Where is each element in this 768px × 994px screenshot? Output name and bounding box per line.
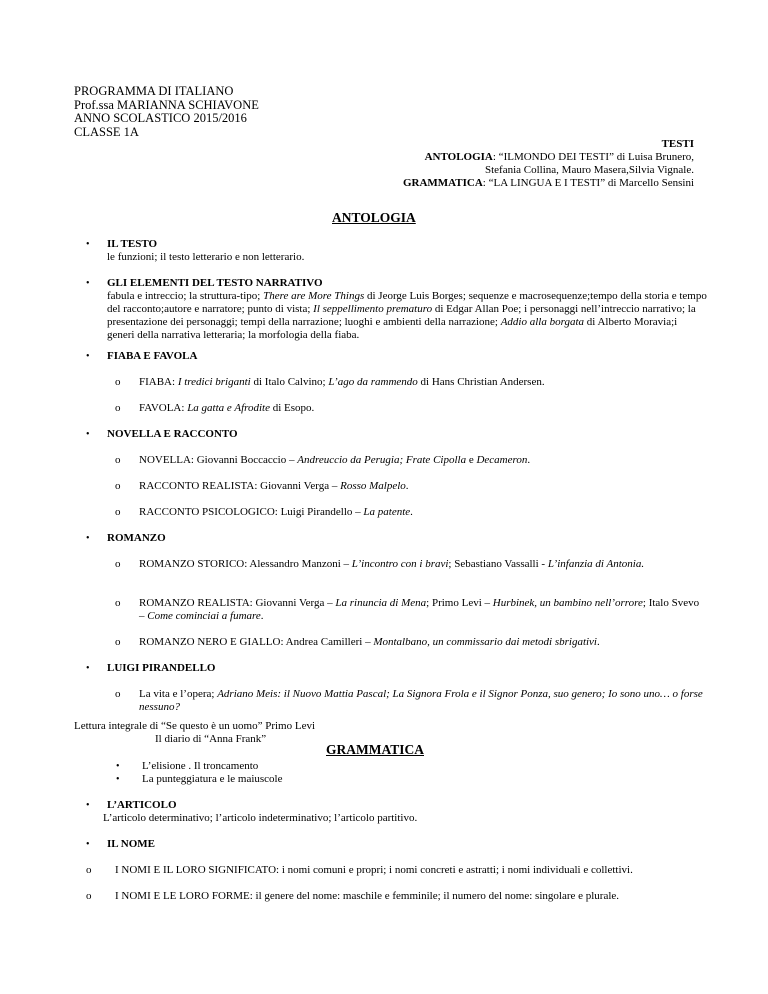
nome-significato-line: I NOMI E IL LORO SIGNIFICATO: i nomi comuni e propri; i nomi concreti e astratti; i nomi individuali e collettivi. xyxy=(115,864,633,876)
bullet-icon xyxy=(86,238,90,251)
nero-text: . xyxy=(597,636,600,648)
pirandello-text: La vita e l’opera; xyxy=(139,688,218,700)
narrativo-text: fabula e intreccio; la struttura-tipo; xyxy=(107,290,264,302)
testi-antologia-label: ANTOLOGIA xyxy=(424,151,493,163)
novella-text: NOVELLA: Giovanni Boccaccio – xyxy=(139,454,298,466)
testi-antologia-text2: Stefania Collina, Mauro Masera,Silvia Vignale. xyxy=(484,164,694,176)
sub-bullet-icon: o xyxy=(115,506,121,518)
bullet-icon xyxy=(86,428,90,441)
romanzo-nero-line xyxy=(139,636,704,649)
novella-line xyxy=(139,454,704,467)
sub-bullet-icon: o xyxy=(115,597,121,609)
fiaba-favola-label: FIABA E FAVOLA xyxy=(107,350,198,362)
storico-work-title: L’incontro con i bravi xyxy=(351,558,449,570)
il-testo-title: IL TESTO xyxy=(107,238,158,250)
fiaba-text: di Hans Christian Andersen. xyxy=(417,376,545,388)
bullet-icon xyxy=(86,532,90,545)
testi-block xyxy=(403,138,694,190)
sub-bullet-icon: o xyxy=(86,864,92,876)
sub-bullet-icon: o xyxy=(115,636,121,648)
bullet-icon xyxy=(116,760,120,773)
nome-forme-line: I NOMI E LE LORO FORME: il genere del nome: maschile e femminile; il numero del nome: singolare e plurale. xyxy=(115,890,620,902)
testi-grammatica-label: GRAMMATICA xyxy=(402,177,483,189)
psico-text: RACCONTO PSICOLOGICO: Luigi Pirandello – xyxy=(139,506,364,518)
nero-work-title: Montalbano, un commissario dai metodi sbrigativi xyxy=(373,636,597,648)
favola-line xyxy=(139,402,704,415)
romanzo-storico-line xyxy=(139,558,704,571)
header-block xyxy=(74,85,259,139)
favola-text: di Esopo. xyxy=(270,402,315,414)
narrativo-text: di Alberto Moravia;i generi della narrativa letteraria; la morfologia della fiaba. xyxy=(107,316,678,341)
grammatica-heading: GRAMMATICA xyxy=(326,742,424,757)
novella-work-title: Andreuccio da Perugia; Frate Cipolla xyxy=(297,454,467,466)
lettura-line-2: Il diario di “Anna Frank” xyxy=(155,733,267,745)
bullet-icon xyxy=(86,799,90,812)
nome-title xyxy=(107,838,697,851)
favola-text: FAVOLA: xyxy=(139,402,188,414)
sub-bullet-icon: o xyxy=(115,402,121,414)
punteggiatura-item: La punteggiatura e le maiuscole xyxy=(142,773,283,785)
storico-text: ROMANZO STORICO: Alessandro Manzoni – xyxy=(139,558,352,570)
pirandello-work-title: Adriano Meis: il Nuovo Mattia Pascal; La Signora Frola e il Signor Ponza, suo genero; Io sono uno… o forse nessuno? xyxy=(139,688,703,713)
fiaba-work-title: I tredici briganti xyxy=(177,376,251,388)
romanzo-label: ROMANZO xyxy=(107,532,166,544)
header-class: CLASSE 1A xyxy=(74,124,139,139)
header-teacher: Prof.ssa MARIANNA SCHIAVONE xyxy=(74,97,259,112)
section-il-testo xyxy=(107,238,697,264)
romanzo-realista-line xyxy=(139,597,704,623)
realista-text: RACCONTO REALISTA: Giovanni Verga – xyxy=(139,480,341,492)
section-testo-narrativo xyxy=(107,277,707,342)
narrativo-text: di Jeorge Luis Borges; sequenze e macrosequenze;tempo della storia e tempo del racconto;autore e narratore; punto di vista; xyxy=(107,290,707,315)
sub-bullet-icon: o xyxy=(115,688,121,700)
bullet-icon xyxy=(116,773,120,786)
storico-text: ; Sebastiano Vassalli - xyxy=(448,558,548,570)
favola-work-title: La gatta e Afrodite xyxy=(187,402,270,414)
narrativo-text: di Edgar Allan Poe; i personaggi nell’intreccio narrativo; la presentazione dei personaggi; tempi della narrazione; luoghi e ambienti della narrazione; xyxy=(107,303,696,328)
header-program: PROGRAMMA DI ITALIANO xyxy=(74,84,234,98)
nero-text: ROMANZO NERO E GIALLO: Andrea Camilleri – xyxy=(139,636,374,648)
sub-bullet-icon: o xyxy=(115,454,121,466)
novella-racconto-label: NOVELLA E RACCONTO xyxy=(107,428,238,440)
racconto-realista-line xyxy=(139,480,704,493)
novella-text: e xyxy=(466,454,477,466)
psico-work-title: La patente xyxy=(363,506,411,518)
novella-work-title: Decameron xyxy=(476,454,528,466)
realista-text: . xyxy=(405,480,409,492)
articolo-title: L’ARTICOLO xyxy=(107,799,177,811)
elisione-item: L’elisione . Il troncamento xyxy=(142,760,259,772)
novella-racconto-title xyxy=(107,428,697,441)
sub-bullet-icon: o xyxy=(115,558,121,570)
bullet-icon xyxy=(86,350,90,363)
rreal-text: ; Italo Svevo – xyxy=(139,597,700,622)
bullet-icon xyxy=(86,838,90,851)
narrativo-work-title: There are More Things xyxy=(263,290,365,302)
il-testo-body: le funzioni; il testo letterario e non letterario. xyxy=(107,251,305,263)
pirandello-title xyxy=(107,662,697,675)
testi-title: TESTI xyxy=(661,138,694,150)
fiaba-text: di Italo Calvino; xyxy=(250,376,329,388)
fiaba-text: FIABA: xyxy=(139,376,178,388)
pirandello-line xyxy=(139,688,704,714)
storico-work-title: L’infanzia di Antonia. xyxy=(547,558,645,570)
racconto-psicologico-line xyxy=(139,506,704,519)
sub-bullet-icon: o xyxy=(115,376,121,388)
romanzo-title xyxy=(107,532,697,545)
articolo-body: L’articolo determinativo; l’articolo indeterminativo; l’articolo partitivo. xyxy=(103,812,418,824)
lettura-line-1: Lettura integrale di “Se questo è un uomo” Primo Levi xyxy=(74,720,316,732)
novella-text: . xyxy=(527,454,531,466)
antologia-heading: ANTOLOGIA xyxy=(332,210,416,225)
rreal-text: ROMANZO REALISTA: Giovanni Verga – xyxy=(139,597,336,609)
sub-bullet-icon: o xyxy=(115,480,121,492)
narrativo-work-title: Il seppellimento prematuro xyxy=(313,303,433,315)
fiaba-line xyxy=(139,376,704,389)
fiaba-work-title: L’ago da rammendo xyxy=(328,376,418,388)
fiaba-favola-title xyxy=(107,350,697,363)
sub-bullet-icon: o xyxy=(86,890,92,902)
nome-label: IL NOME xyxy=(107,838,155,850)
rreal-text: . xyxy=(260,610,264,622)
section-articolo xyxy=(107,799,697,812)
header-year: ANNO SCOLASTICO 2015/2016 xyxy=(74,111,247,125)
narrativo-title: GLI ELEMENTI DEL TESTO NARRATIVO xyxy=(107,277,323,289)
bullet-icon xyxy=(86,277,90,290)
rreal-work-title: Hurbinek, un bambino nell’orrore xyxy=(492,597,643,609)
pirandello-label: LUIGI PIRANDELLO xyxy=(107,662,216,674)
rreal-work-title: Come cominciai a fumare xyxy=(147,610,261,622)
rreal-text: ; Primo Levi – xyxy=(426,597,493,609)
psico-text: . xyxy=(410,506,413,518)
narrativo-work-title: Addio alla borgata xyxy=(500,316,585,328)
testi-antologia-text1: : “ILMONDO DEI TESTI” di Luisa Brunero, xyxy=(492,151,694,163)
bullet-icon xyxy=(86,662,90,675)
realista-work-title: Rosso Malpelo xyxy=(340,480,406,492)
testi-grammatica-text: : “LA LINGUA E I TESTI” di Marcello Sensini xyxy=(482,177,694,189)
rreal-work-title: La rinuncia di Mena xyxy=(335,597,427,609)
